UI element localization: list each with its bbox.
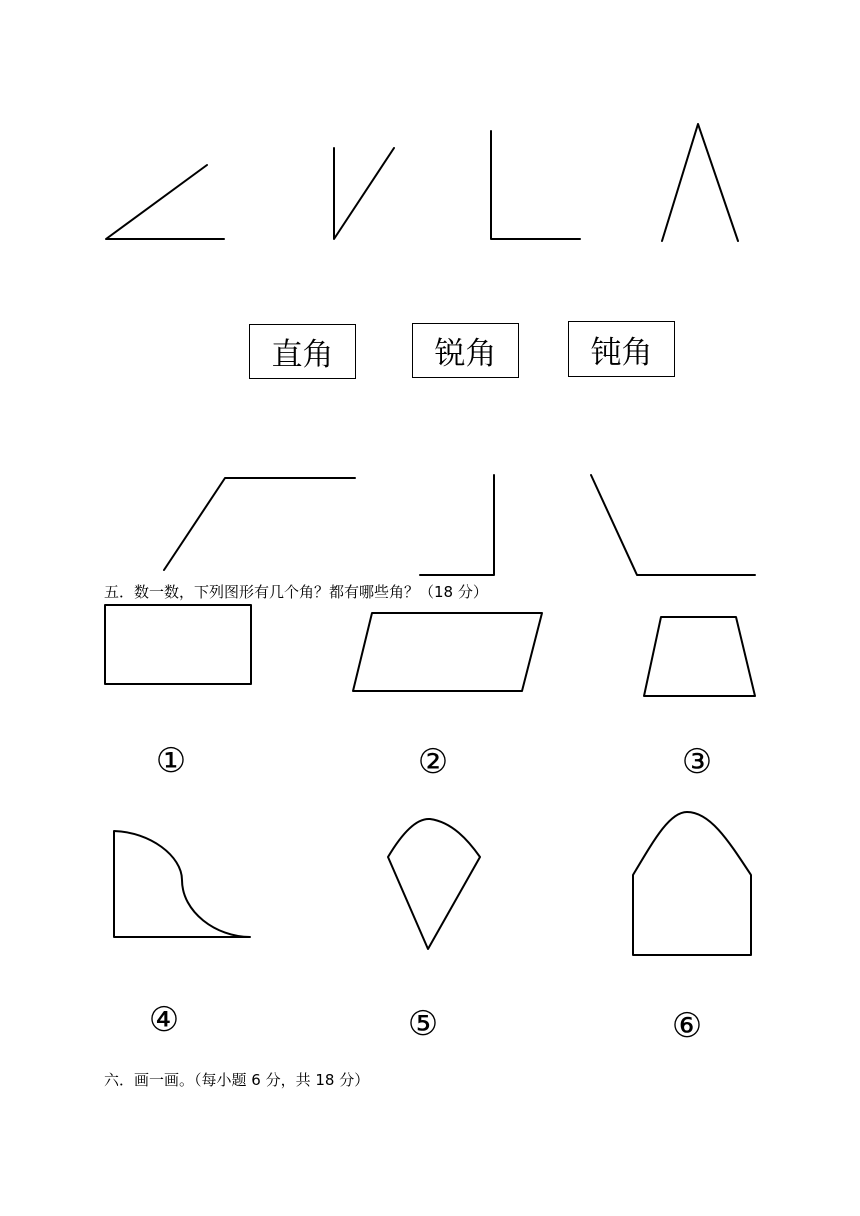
shape-kite-curved bbox=[388, 819, 480, 949]
angle-figure-3 bbox=[491, 131, 580, 239]
shape-number-2: ② bbox=[417, 742, 449, 782]
label-acute-angle: 锐角 bbox=[412, 323, 519, 378]
shape-number-5: ⑤ bbox=[407, 1004, 439, 1044]
label-obtuse-angle: 钝角 bbox=[568, 321, 675, 377]
angle-figure-1 bbox=[106, 165, 224, 239]
angle-figure-7 bbox=[591, 475, 755, 575]
section-6-title: 六．画一画。（每小题 6 分，共 18 分） bbox=[104, 1071, 370, 1089]
angle-figure-4 bbox=[662, 124, 738, 241]
section-5-title: 五．数一数，下列图形有几个角？都有哪些角？（18 分） bbox=[104, 583, 488, 601]
shape-parallelogram bbox=[353, 613, 542, 691]
shape-number-3: ③ bbox=[681, 742, 713, 782]
shape-number-4: ④ bbox=[148, 1000, 180, 1040]
shape-number-1: ① bbox=[155, 741, 187, 781]
shape-curved-quadrant bbox=[114, 831, 250, 937]
angle-figure-6 bbox=[420, 475, 494, 575]
angle-figure-5 bbox=[164, 478, 355, 570]
shape-rectangle bbox=[105, 605, 251, 684]
label-right-angle: 直角 bbox=[249, 324, 356, 379]
shape-house-curved bbox=[633, 812, 751, 955]
angle-figure-2 bbox=[334, 148, 394, 239]
shape-trapezoid bbox=[644, 617, 755, 696]
shape-number-6: ⑥ bbox=[671, 1006, 703, 1046]
